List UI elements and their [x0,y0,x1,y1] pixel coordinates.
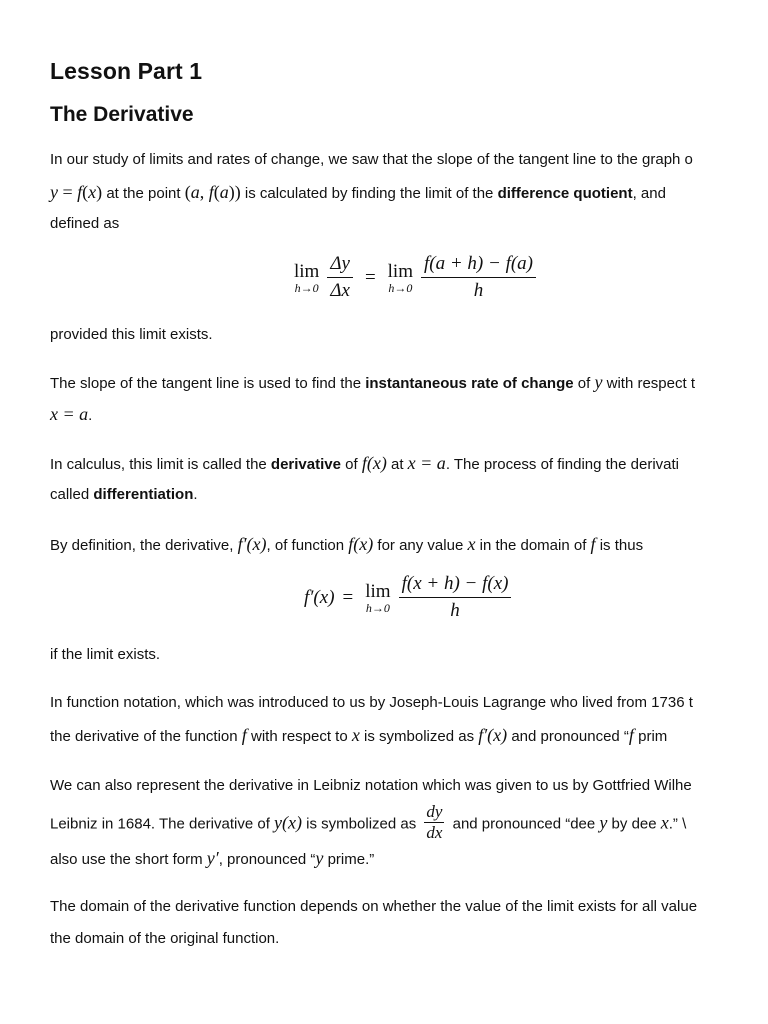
lagrange-paragraph: In function notation, which was introduced to us by Joseph-Louis Lagrange who lived from 1736 t the derivative of the function f with respect to x is symbolized as f′(x) and pronounced “f prim [50,694,693,745]
limit-exists-paragraph: if the limit exists. [50,646,161,663]
derivative-paragraph: In calculus, this limit is called the derivative of f(x) at x = a. The process of finding the derivati called differentiation. [50,453,680,503]
term-differentiation: differentiation [93,486,194,503]
intro-line-3: defined as [50,215,120,232]
definition-paragraph: By definition, the derivative, f′(x), of function f(x) for any value x in the domain of f is thus [50,534,644,554]
difference-quotient-equation: lim h→0 $\frac{\Delta y}{\Delta x}$ = lim h→0 $\frac{f(a + h) - f(a)}{h}$ [290,253,540,302]
derivative-definition-equation: f′(x) = lim h→0 $\frac{f(x + h) - f(x)}{h}$ [304,573,515,622]
lesson-heading: Lesson Part 1 [50,58,203,84]
leibniz-paragraph: We can also represent the derivative in Leibniz notation which was given to us by Gottfried Wilhe Leibniz in 1684. The derivative of y(x) is symbolized as $\frac{dy}{dx}$ and pronounced “dee y by dee x.” \ also use the short form y′, pronounced “y prime.” [50,777,692,868]
intro-line-1: In our study of limits and rates of change, we saw that the slope of the tangent line to the graph o [50,151,693,168]
term-derivative: derivative [270,456,341,473]
math-point: (a, f(a)) [184,182,241,202]
domain-paragraph: The domain of the derivative function depends on whether the value of the limit exists for all value the domain of the original function. [50,898,698,947]
term-instantaneous-rate: instantaneous rate of change [365,375,574,392]
term-difference-quotient: difference quotient [497,185,633,202]
intro-paragraph [50,144,768,240]
section-heading: The Derivative [50,103,194,126]
leibniz-fraction: $\frac{dy}{dx}$ [426,802,443,842]
intro-line-2: y = f(x) at the point (a, f(a)) is calculated by finding the limit of the difference quotient, and [50,182,666,202]
provided-paragraph: provided this limit exists. [50,326,213,343]
math-y-eq-fx: y = f(x) [50,182,103,202]
slope-paragraph: The slope of the tangent line is used to find the instantaneous rate of change of y with respect t x = a. [50,372,695,424]
